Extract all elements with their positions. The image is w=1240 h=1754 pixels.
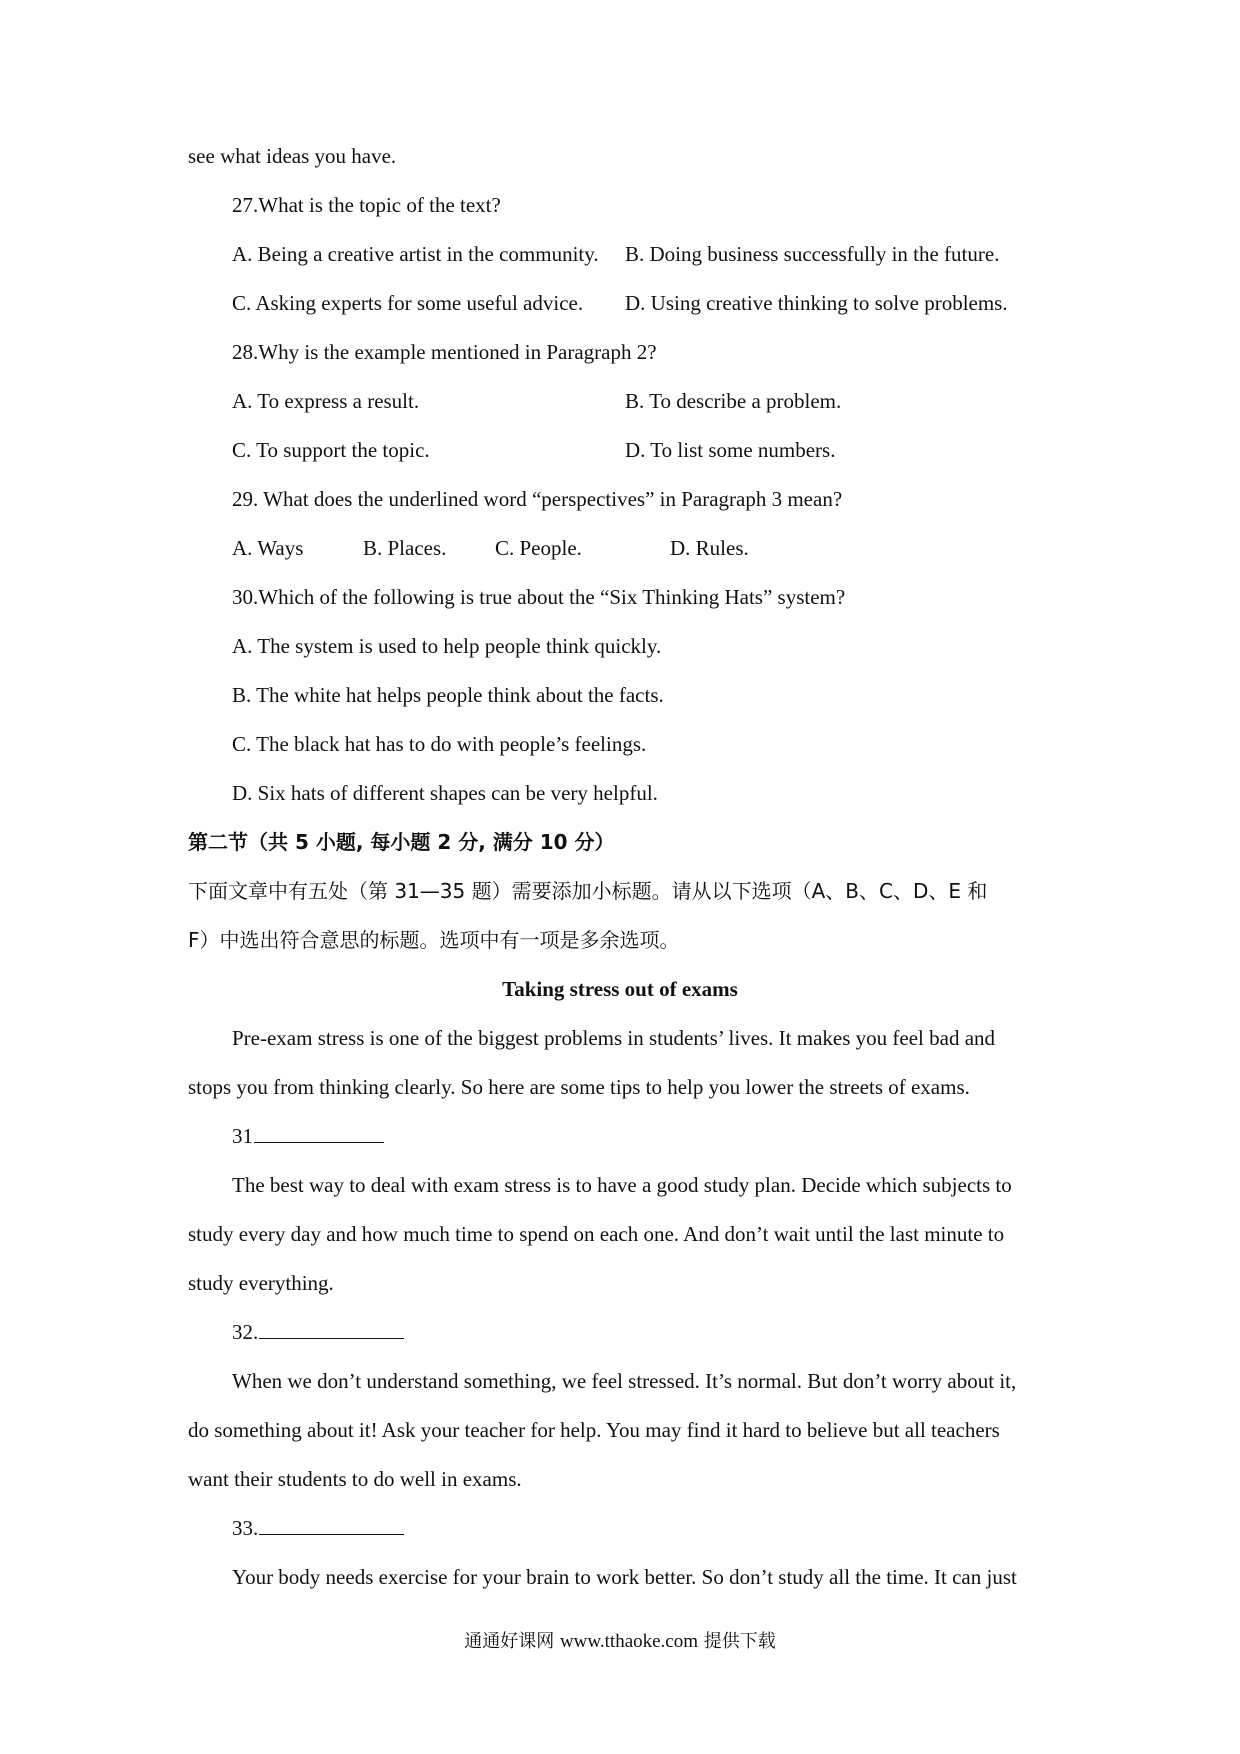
q27-option-b: B. Doing business successfully in the future. — [625, 242, 1000, 266]
footer-url[interactable]: www.tthaoke.com — [559, 1631, 699, 1652]
blank-32-line — [259, 1318, 404, 1339]
paragraph-3-line-1: When we don’t understand something, we feel stressed. It’s normal. But don’t worry about it, — [232, 1369, 1017, 1393]
q29-option-b: B. Places. — [363, 536, 447, 560]
continuation-line: see what ideas you have. — [188, 144, 397, 168]
blank-33 — [232, 1514, 404, 1542]
paragraph-1-line-2: stops you from thinking clearly. So here are some tips to help you lower the streets of exams. — [188, 1075, 970, 1099]
paragraph-1-line-1: Pre-exam stress is one of the biggest problems in students’ lives. It makes you feel bad and — [232, 1026, 996, 1050]
q29-option-c: C. People. — [495, 536, 582, 560]
section-2-instruction-line-1: 下面文章中有五处（第 31—35 题）需要添加小标题。请从以下选项（A、B、C、D、E 和 — [188, 879, 988, 903]
question-27: 27.What is the topic of the text? — [232, 193, 501, 217]
q27-option-d: D. Using creative thinking to solve problems. — [625, 291, 1008, 315]
passage-title: Taking stress out of exams — [502, 977, 738, 1001]
section-2-heading: 第二节（共 5 小题, 每小题 2 分, 满分 10 分） — [188, 830, 615, 854]
blank-32-number: 32. — [232, 1320, 259, 1344]
footer-site-name: 通通好课网 — [464, 1631, 555, 1652]
paragraph-4-line-1: Your body needs exercise for your brain to work better. So don’t study all the time. It can just — [232, 1565, 1017, 1589]
q27-option-a: A. Being a creative artist in the community. — [232, 242, 599, 266]
q30-option-d: D. Six hats of different shapes can be very helpful. — [232, 781, 658, 805]
blank-33-number: 33. — [232, 1516, 259, 1540]
section-2-instruction-line-2: F）中选出符合意思的标题。选项中有一项是多余选项。 — [188, 928, 680, 952]
blank-33-line — [259, 1514, 404, 1535]
q28-option-d: D. To list some numbers. — [625, 438, 836, 462]
paragraph-2-line-1: The best way to deal with exam stress is to have a good study plan. Decide which subjects to — [232, 1173, 1012, 1197]
blank-32 — [232, 1318, 404, 1346]
q29-option-d: D. Rules. — [670, 536, 749, 560]
paragraph-2-line-2: study every day and how much time to spend on each one. And don’t wait until the last minute to — [188, 1222, 1005, 1246]
q28-option-c: C. To support the topic. — [232, 438, 430, 462]
question-29: 29. What does the underlined word “perspectives” in Paragraph 3 mean? — [232, 487, 843, 511]
paragraph-2-line-3: study everything. — [188, 1271, 334, 1295]
q28-option-b: B. To describe a problem. — [625, 389, 842, 413]
paragraph-3-line-3: want their students to do well in exams. — [188, 1467, 522, 1491]
page-footer — [0, 1628, 1240, 1656]
question-28: 28.Why is the example mentioned in Paragraph 2? — [232, 340, 657, 364]
q27-option-c: C. Asking experts for some useful advice. — [232, 291, 584, 315]
q30-option-a: A. The system is used to help people think quickly. — [232, 634, 662, 658]
blank-31-line — [254, 1122, 384, 1143]
q30-option-c: C. The black hat has to do with people’s feelings. — [232, 732, 647, 756]
paragraph-3-line-2: do something about it! Ask your teacher for help. You may find it hard to believe but all teachers — [188, 1418, 1000, 1442]
q29-option-a: A. Ways — [232, 536, 304, 560]
blank-31 — [232, 1122, 384, 1150]
q30-option-b: B. The white hat helps people think about the facts. — [232, 683, 664, 707]
blank-31-number: 31 — [232, 1124, 253, 1148]
footer-download-text: 提供下载 — [703, 1631, 776, 1652]
question-30: 30.Which of the following is true about the “Six Thinking Hats” system? — [232, 585, 846, 609]
q28-option-a: A. To express a result. — [232, 389, 420, 413]
